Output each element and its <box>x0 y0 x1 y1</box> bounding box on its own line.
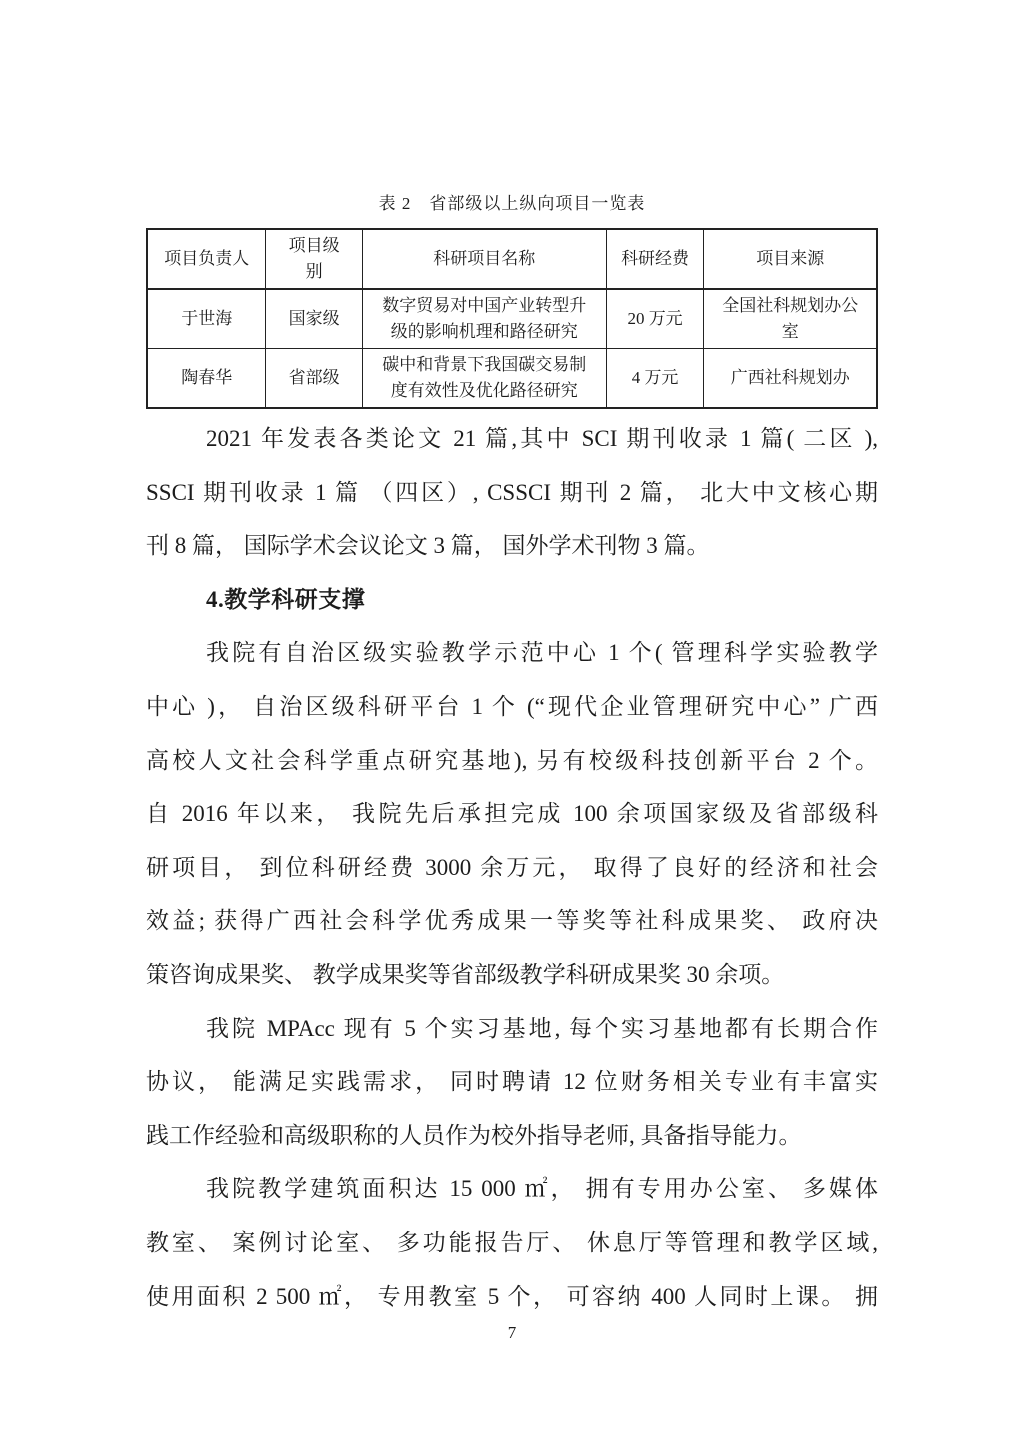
cell-leader: 陶春华 <box>147 349 266 409</box>
paragraph-line: 我院 MPAcc 现有 5 个实习基地, 每个实习基地都有长期合作 <box>206 1015 878 1041</box>
cell-leader: 于世海 <box>147 289 266 349</box>
section-heading: 4.教学科研支撑 <box>206 586 366 612</box>
platforms-paragraph <box>146 626 878 1001</box>
header-project-level: 项目级别 <box>266 229 362 289</box>
paragraph-line: 刊 8 篇， 国际学术会议论文 3 篇， 国外学术刊物 3 篇。 <box>146 533 710 559</box>
cell-funding: 20 万元 <box>606 289 704 349</box>
projects-table <box>146 228 878 409</box>
paragraph-line: 协议， 能满足实践需求， 同时聘请 12 位财务相关专业有丰富实 <box>146 1069 878 1095</box>
cell-level: 国家级 <box>266 289 362 349</box>
paragraph-line: SSCI 期刊收录 1 篇 （四区）, CSSCI 期刊 2 篇， 北大中文核心期 <box>146 479 878 505</box>
facilities-paragraph <box>146 1162 878 1323</box>
header-project-funding: 科研经费 <box>606 229 704 289</box>
table-caption: 表 2 省部级以上纵向项目一览表 <box>378 194 646 213</box>
paragraph-line: 高校人文社会科学重点研究基地), 另有校级科技创新平台 2 个。 <box>146 747 878 773</box>
paragraph-line: 我院教学建筑面积达 15 000 ㎡， 拥有专用办公室、 多媒体 <box>206 1176 878 1202</box>
table-row <box>147 289 877 349</box>
header-project-leader: 项目负责人 <box>147 229 266 289</box>
cell-source: 广西社科规划办 <box>704 349 877 409</box>
cell-project: 数字贸易对中国产业转型升级的影响机理和路径研究 <box>362 289 606 349</box>
paragraph-line: 效益; 获得广西社会科学优秀成果一等奖等社科成果奖、 政府决 <box>146 908 878 934</box>
cell-project: 碳中和背景下我国碳交易制度有效性及优化路径研究 <box>362 349 606 409</box>
table-header-row <box>147 229 877 289</box>
paragraph-line: 策咨询成果奖、 教学成果奖等省部级教学科研成果奖 30 余项。 <box>146 961 785 987</box>
cell-funding: 4 万元 <box>606 349 704 409</box>
paragraph-line: 研项目， 到位科研经费 3000 余万元， 取得了良好的经济和社会 <box>146 854 878 880</box>
paragraph-line: 2021 年发表各类论文 21 篇,其中 SCI 期刊收录 1 篇( 二区 ), <box>206 426 878 451</box>
paragraph-line: 我院有自治区级实验教学示范中心 1 个( 管理科学实验教学 <box>206 640 878 666</box>
cell-source: 全国社科规划办公室 <box>704 289 877 349</box>
page-content <box>146 192 878 1323</box>
cell-level: 省部级 <box>266 349 362 409</box>
table-row <box>147 349 877 409</box>
paragraph-line: 中心 )， 自治区级科研平台 1 个 (“现代企业管理研究中心” 广西 <box>146 693 878 719</box>
paragraph-line: 自 2016 年以来， 我院先后承担完成 100 余项国家级及省部级科 <box>146 801 878 827</box>
paragraph-line: 践工作经验和高级职称的人员作为校外指导老师, 具备指导能力。 <box>146 1122 802 1148</box>
header-project-source: 项目来源 <box>704 229 877 289</box>
body-text <box>146 412 878 1323</box>
publications-paragraph <box>146 412 878 573</box>
paragraph-line: 使用面积 2 500 ㎡， 专用教室 5 个， 可容纳 400 人同时上课。 拥 <box>146 1283 878 1309</box>
page-number: 7 <box>507 1323 517 1342</box>
internship-paragraph <box>146 1002 878 1163</box>
paragraph-line: 教室、 案例讨论室、 多功能报告厅、 休息厅等管理和教学区域, <box>146 1229 878 1255</box>
header-project-name: 科研项目名称 <box>362 229 606 289</box>
